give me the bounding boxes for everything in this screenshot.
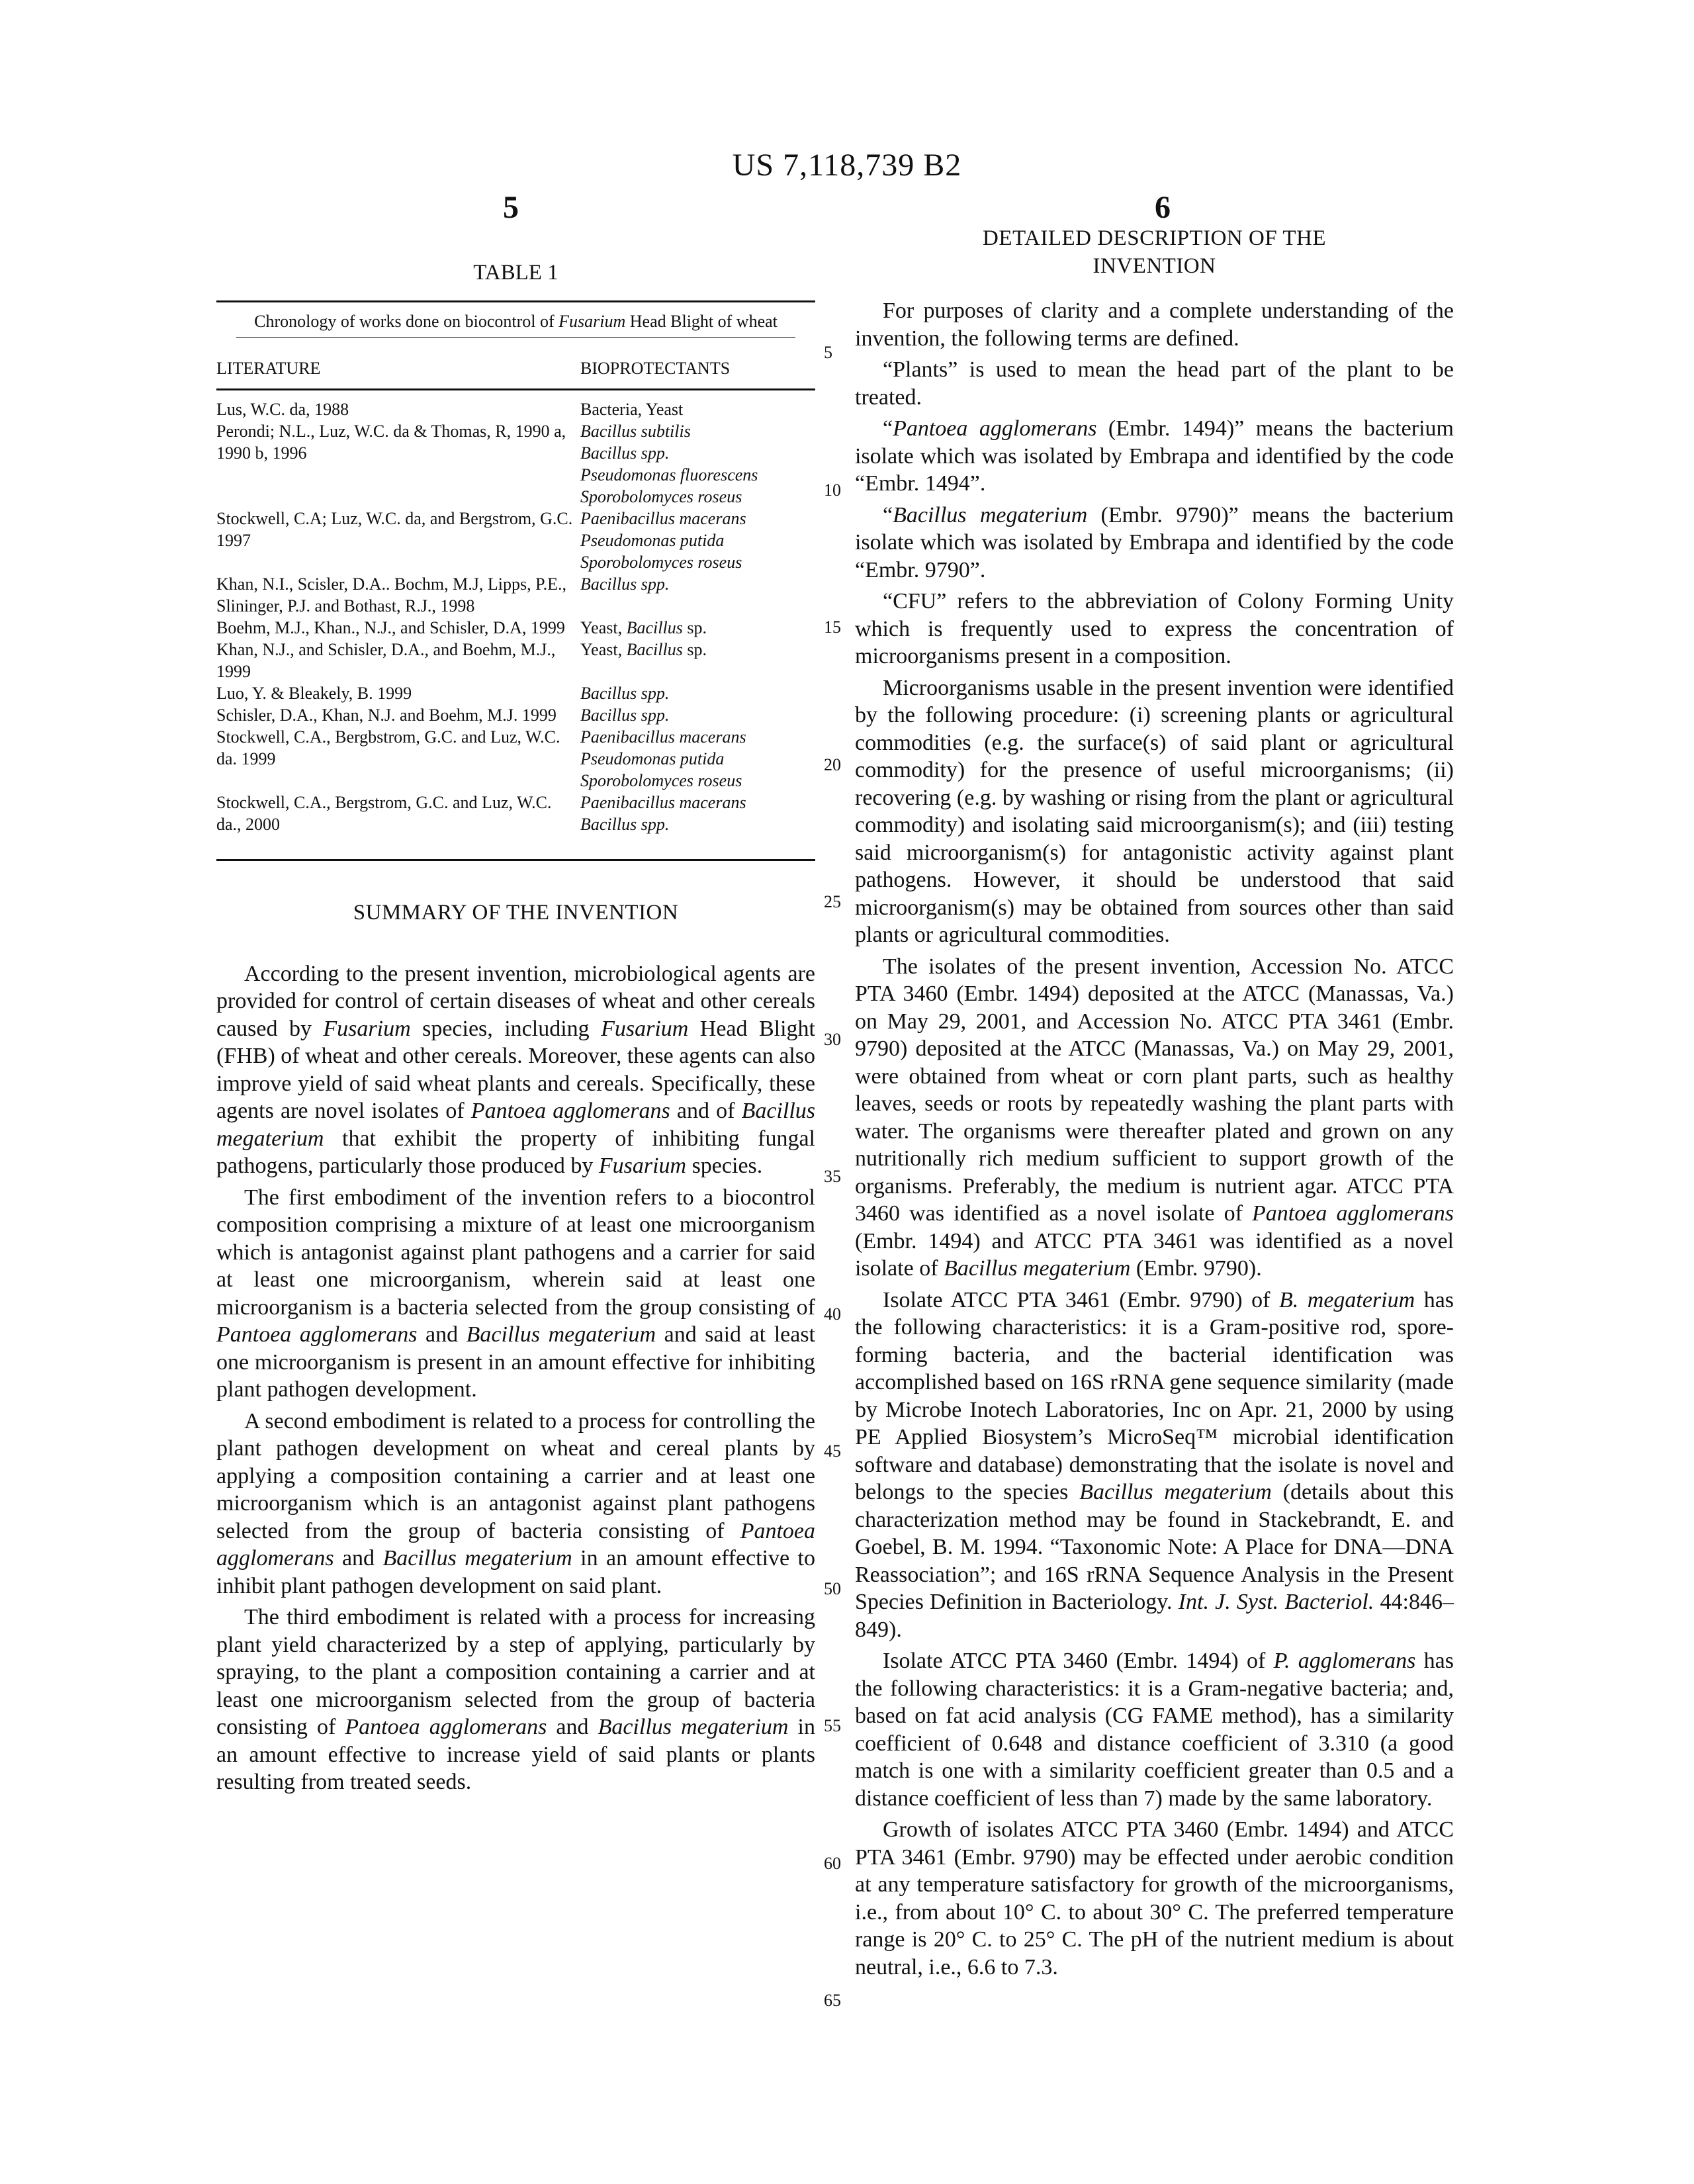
literature-cell: Perondi; N.L., Luz, W.C. da & Thomas, R, 1990 a, 1990 b, 1996 xyxy=(216,422,566,463)
literature-cell: Stockwell, C.A; Luz, W.C. da, and Bergstrom, G.C. 1997 xyxy=(216,509,573,550)
bioprotectant-cell: Bacillus spp. xyxy=(580,574,670,594)
table-row xyxy=(216,398,815,420)
paragraph: Microorganisms usable in the present invention were identified by the following procedure: (i) screening plants or agricultural commodities (e.g. the surface(s) of said plant or agricultural commodity) for the presence of useful microorganisms; (ii) recovering (e.g. by washing or rising from the plant or agricultural commodity) and isolating said microorganism(s); and (iii) testing said microorganism(s) for antagonistic activity against plant pathogens. However, it should be understood that said microorganism(s) may be obtained from sources other than said plants or agricultural commodities. xyxy=(855,675,1454,947)
table-row xyxy=(216,420,815,508)
left-column-number: 5 xyxy=(503,190,519,225)
bioprotectant-cell: Bacillus spp. xyxy=(580,705,670,725)
line-number: 35 xyxy=(824,1167,841,1186)
bioprotectant-cell: Paenibacillus macerans Pseudomonas putida Sporobolomyces roseus xyxy=(580,509,746,572)
paragraph: For purposes of clarity and a complete understanding of the invention, the following terms are defined. xyxy=(855,298,1454,351)
literature-cell: Khan, N.I., Scisler, D.A.. Bochm, M.J, Lipps, P.E., Slininger, P.J. and Bothast, R.J., 1998 xyxy=(216,574,567,615)
table-body xyxy=(216,398,815,835)
line-number: 40 xyxy=(824,1304,841,1324)
line-number: 45 xyxy=(824,1441,841,1461)
bioprotectant-cell: Yeast, Bacillus sp. xyxy=(580,618,707,637)
line-number: 15 xyxy=(824,617,841,637)
paragraph: The isolates of the present invention, Accession No. ATCC PTA 3460 (Embr. 1494) deposited at the ATCC (Manassas, Va.) on May 29, 2001, and Accession No. ATCC PTA 3461 (Embr. 9790) deposited at the ATCC (Manassas, Va.) on May 29, 2001, were obtained from wheat or corn plant parts, such as healthy leaves, seeds or roots by repeatedly washing the plant parts with water. The organisms were thereafter plated and grown on any nutritionally rich medium sufficient to support growth of the organisms. Preferably, the medium is nutrient agar. ATCC PTA 3460 was identified as a novel isolate of Pantoea agglomerans (Embr. 1494) and ATCC PTA 3461 was identified as a novel isolate of Bacillus megaterium (Embr. 9790). xyxy=(855,954,1454,1281)
literature-cell: Lus, W.C. da, 1988 xyxy=(216,400,349,419)
table-caption-rule xyxy=(236,337,795,338)
line-number: 10 xyxy=(824,480,841,500)
paragraph: A second embodiment is related to a process for controlling the plant pathogen development on wheat and cereal plants by applying a composition containing a carrier and at least one microorganism which is an antagonist against plant pathogens selected from the group of bacteria consisting of Pantoea agglomerans and Bacillus megaterium in an amount effective to inhibit plant pathogen development on said plant. xyxy=(216,1408,815,1598)
bioprotectant-cell: Bacillus spp. xyxy=(580,684,670,703)
line-number: 50 xyxy=(824,1578,841,1598)
line-number: 60 xyxy=(824,1853,841,1873)
paragraph: “Pantoea agglomerans (Embr. 1494)” means the bacterium isolate which was isolated by Embrapa and identified by the code “Embr. 1494”. xyxy=(855,416,1454,496)
table-row xyxy=(216,792,815,835)
paragraph: “Plants” is used to mean the head part of the plant to be treated. xyxy=(855,357,1454,410)
line-number: 30 xyxy=(824,1029,841,1049)
literature-cell: Schisler, D.A., Khan, N.J. and Boehm, M.J. 1999 xyxy=(216,705,557,725)
detailed-description-heading-line2: INVENTION xyxy=(1092,253,1216,278)
detailed-description-heading-line1: DETAILED DESCRIPTION OF THE xyxy=(983,226,1326,250)
table-header xyxy=(216,355,815,383)
summary-text xyxy=(216,960,815,1796)
literature-cell: Luo, Y. & Bleakely, B. 1999 xyxy=(216,684,412,703)
table-caption: Chronology of works done on biocontrol of Fusarium Head Blight of wheat xyxy=(254,311,778,331)
right-column-number: 6 xyxy=(1155,190,1171,225)
paragraph: Isolate ATCC PTA 3460 (Embr. 1494) of P. agglomerans has the following characteristics: it is a Gram-negative bacteria; and, based on fat acid analysis (CG FAME method), has a similarity coefficient of 0.648 and distance coefficient of 3.310 (a good match is one with a similarity coefficient greater than 0.5 and a distance coefficient of less than 7) made by the same laboratory. xyxy=(855,1649,1454,1811)
bioprotectant-cell: Bacteria, Yeast xyxy=(580,400,684,419)
table-bottom-rule xyxy=(216,859,815,861)
column-header-bioprotectants: BIOPROTECTANTS xyxy=(580,358,731,378)
table-header-rule xyxy=(216,388,815,390)
right-column xyxy=(855,225,1454,1985)
left-column xyxy=(216,251,815,1800)
line-number: 25 xyxy=(824,892,841,911)
column-header-literature: LITERATURE xyxy=(216,358,321,378)
paragraph: The first embodiment of the invention refers to a biocontrol composition comprising a mixture of at least one microorganism which is antagonist against plant pathogens and a carrier for said at least one microorganism, wherein said at least one microorganism is a bacteria selected from the group consisting of Pantoea agglomerans and Bacillus megaterium and said at least one microorganism is present in an amount effective for inhibiting plant pathogen development. xyxy=(216,1185,815,1402)
table-title: TABLE 1 xyxy=(473,261,558,285)
table-row xyxy=(216,639,815,682)
literature-cell: Khan, N.J., and Schisler, D.A., and Boehm, M.J., 1999 xyxy=(216,640,556,681)
line-number: 20 xyxy=(824,754,841,774)
summary-heading: SUMMARY OF THE INVENTION xyxy=(353,901,679,925)
table-row xyxy=(216,726,815,792)
paragraph: According to the present invention, microbiological agents are provided for control of certain diseases of wheat and other cereals caused by Fusarium species, including Fusarium Head Blight (FHB) of wheat and other cereals. Moreover, these agents can also improve yield of said wheat plants and cereals. Specifically, these agents are novel isolates of Pantoea agglomerans and of Bacillus megaterium that exhibit the property of inhibiting fungal pathogens, particularly those produced by Fusarium species. xyxy=(216,961,815,1178)
table-row xyxy=(216,508,815,573)
literature-cell: Stockwell, C.A., Bergstrom, G.C. and Luz, W.C. da., 2000 xyxy=(216,793,552,834)
bioprotectant-cell: Yeast, Bacillus sp. xyxy=(580,640,707,659)
paragraph: The third embodiment is related with a process for increasing plant yield characterized by a step of applying, particularly by spraying, to the plant a composition containing a carrier and at least one microorganism selected from the group of bacteria consisting of Pantoea agglomerans and Bacillus megaterium in an amount effective to increase yield of said plants or plants resulting from treated seeds. xyxy=(216,1605,816,1794)
bioprotectant-cell: Bacillus subtilis Bacillus spp. Pseudomonas fluorescens Sporobolomyces roseus xyxy=(580,422,758,506)
table-row xyxy=(216,704,815,726)
table-row xyxy=(216,573,815,617)
table-row xyxy=(216,617,815,639)
bioprotectant-cell: Paenibacillus macerans Bacillus spp. xyxy=(580,793,746,834)
line-number: 55 xyxy=(824,1716,841,1735)
paragraph: “Bacillus megaterium (Embr. 9790)” means the bacterium isolate which was isolated by Embrapa and identified by the code “Embr. 9790”. xyxy=(855,502,1454,582)
line-number: 65 xyxy=(824,1991,841,2010)
paragraph: “CFU” refers to the abbreviation of Colony Forming Unity which is frequently used to express the concentration of microorganisms present in a composition. xyxy=(855,589,1454,668)
paragraph: Growth of isolates ATCC PTA 3460 (Embr. 1494) and ATCC PTA 3461 (Embr. 9790) may be effected under aerobic condition at any temperature satisfactory for growth of the microorganisms, i.e., from about 10° C. to about 30° C. The preferred temperature range is 20° C. to 25° C. The pH of the nutrient medium is about neutral, i.e., 6.6 to 7.3. xyxy=(855,1817,1454,1979)
literature-cell: Stockwell, C.A., Bergbstrom, G.C. and Luz, W.C. da. 1999 xyxy=(216,727,560,768)
literature-cell: Boehm, M.J., Khan., N.J., and Schisler, D.A, 1999 xyxy=(216,618,565,637)
paragraph: Isolate ATCC PTA 3461 (Embr. 9790) of B. megaterium has the following characteristics: it is a Gram-positive rod, spore-forming bacteria, and the bacterial identification was accomplished based on 16S rRNA gene sequence similarity (made by Microbe Inotech Laboratories, Inc on Apr. 21, 2000 by using PE Applied Biosystem’s MicroSeq™ microbial identification software and database) demonstrating that the isolate is novel and belongs to the species Bacillus megaterium (details about this characterization method may be found in Stackebrandt, E. and Goebel, B. M. 1994. “Taxonomic Note: A Place for DNA—DNA Reassociation”; and 16S rRNA Sequence Analysis in the Present Species Definition in Bacteriology. Int. J. Syst. Bacteriol. 44:846–849). xyxy=(855,1287,1454,1642)
table-row xyxy=(216,682,815,704)
table-top-rule xyxy=(216,300,815,302)
patent-number: US 7,118,739 B2 xyxy=(732,148,962,183)
detailed-description-text xyxy=(855,297,1454,1981)
line-number: 5 xyxy=(824,343,832,362)
bioprotectant-cell: Paenibacillus macerans Pseudomonas putida Sporobolomyces roseus xyxy=(580,727,746,790)
